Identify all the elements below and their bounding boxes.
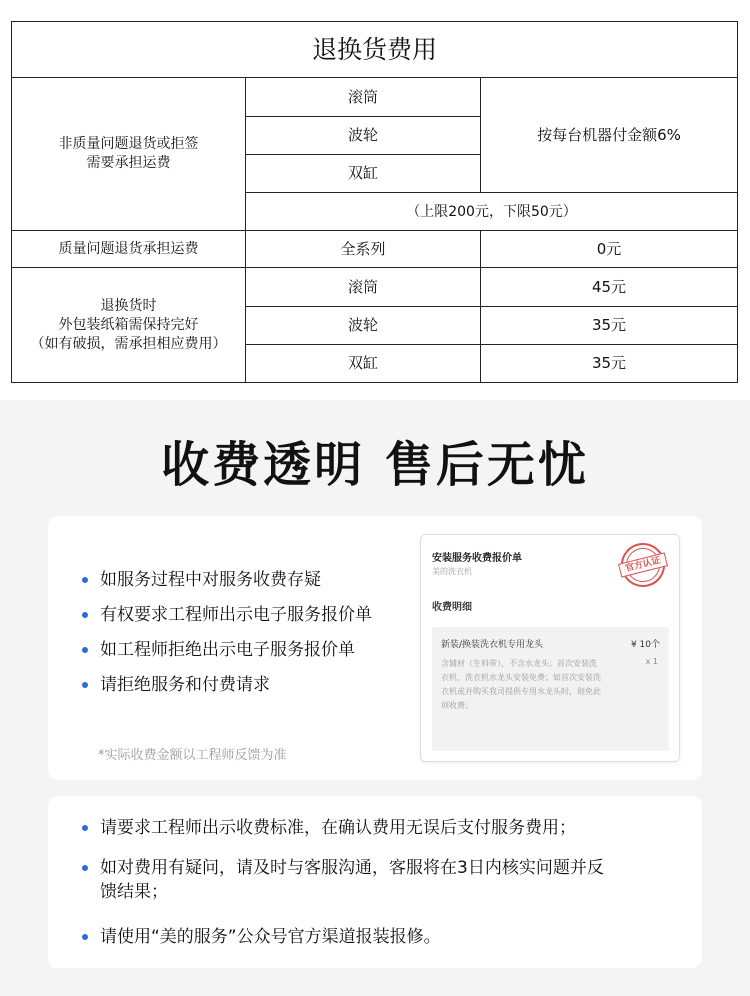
bullet-dot-icon: [82, 825, 88, 831]
limit-note: （上限200元，下限50元）: [246, 192, 738, 230]
packaging-type-drum: 滚筒: [246, 268, 481, 306]
packaging-fee-drum: 45元: [481, 268, 738, 306]
quote-item-qty: x 1: [645, 657, 658, 666]
headline: 收费透明 售后无忧: [161, 437, 589, 493]
payment-notice-card: [48, 796, 702, 968]
non-quality-label-line2: 需要承担运费: [86, 155, 171, 172]
bullet-item: 请使用“美的服务”公众号官方渠道报装报修。: [82, 925, 441, 949]
footnote: *实际收费金额以工程师反馈为准: [98, 748, 287, 763]
bullet-dot-icon: [82, 865, 88, 871]
packaging-type-impeller: 波轮: [246, 306, 481, 344]
quote-section-title: 收费明细: [432, 602, 472, 613]
service-section: [0, 400, 750, 996]
packaging-fee-twin-tub: 35元: [481, 344, 738, 382]
bullet-dot-icon: [82, 647, 88, 653]
bullet-dot-icon: [82, 934, 88, 940]
bullet-item: 如工程师拒绝出示电子服务报价单: [82, 638, 372, 662]
type-twin-tub: 双缸: [246, 154, 481, 192]
bullet-item-continuation: 馈结果；: [100, 882, 168, 902]
type-impeller: 波轮: [246, 116, 481, 154]
packaging-label-line2: 外包装纸箱需保持完好: [58, 316, 199, 333]
dispute-bullet-list: [82, 568, 372, 708]
quote-sheet-image: [420, 534, 680, 762]
return-fee-table: [11, 21, 738, 383]
quote-item-name: 新装/换装洗衣机专用龙头: [441, 640, 544, 650]
bullet-item: 有权要求工程师出示电子服务报价单: [82, 603, 372, 627]
quote-subtitle: 美的洗衣机: [432, 567, 472, 576]
table-title: 退换货费用: [12, 22, 738, 78]
packaging-fee-impeller: 35元: [481, 306, 738, 344]
bullet-dot-icon: [82, 682, 88, 688]
packaging-label-line3: （如有破损，需承担相应费用）: [30, 335, 227, 352]
bullet-item: 如服务过程中对服务收费存疑: [82, 568, 372, 592]
quote-item-desc: 含辅材（生料带），不含水龙头；首次安装洗衣机、洗衣机水龙头安装免费；如首次安装洗衣机或并购买我司提供专用水龙头时，则免此项收费；: [441, 659, 601, 710]
official-stamp-icon: [616, 538, 669, 591]
bullet-dot-icon: [82, 577, 88, 583]
quote-item-box: [432, 627, 669, 751]
quality-fee: 0元: [481, 231, 738, 268]
stamp-text: 官方认证: [618, 552, 668, 577]
quote-item-price: ¥ 10个: [630, 640, 660, 650]
quote-title: 安装服务收费报价单: [432, 553, 522, 564]
bullet-item: 请拒绝服务和付费请求: [82, 673, 372, 697]
non-quality-label-line1: 非质量问题退货或拒签: [58, 136, 199, 153]
packaging-label-line1: 退换货时: [100, 297, 157, 314]
quality-scope: 全系列: [246, 231, 481, 268]
packaging-label: [12, 268, 246, 383]
non-quality-label: [12, 78, 246, 231]
quality-label: 质量问题退货承担运费: [12, 231, 246, 268]
bullet-dot-icon: [82, 612, 88, 618]
packaging-type-twin-tub: 双缸: [246, 344, 481, 382]
type-drum: 滚筒: [246, 78, 481, 116]
fee-dispute-card: [48, 516, 702, 780]
non-quality-fee: 按每台机器付金额6%: [481, 78, 738, 193]
bullet-item: 如对费用有疑问，请及时与客服沟通，客服将在3日内核实问题并反: [82, 856, 604, 880]
bullet-item: 请要求工程师出示收费标准，在确认费用无误后支付服务费用；: [82, 816, 576, 840]
